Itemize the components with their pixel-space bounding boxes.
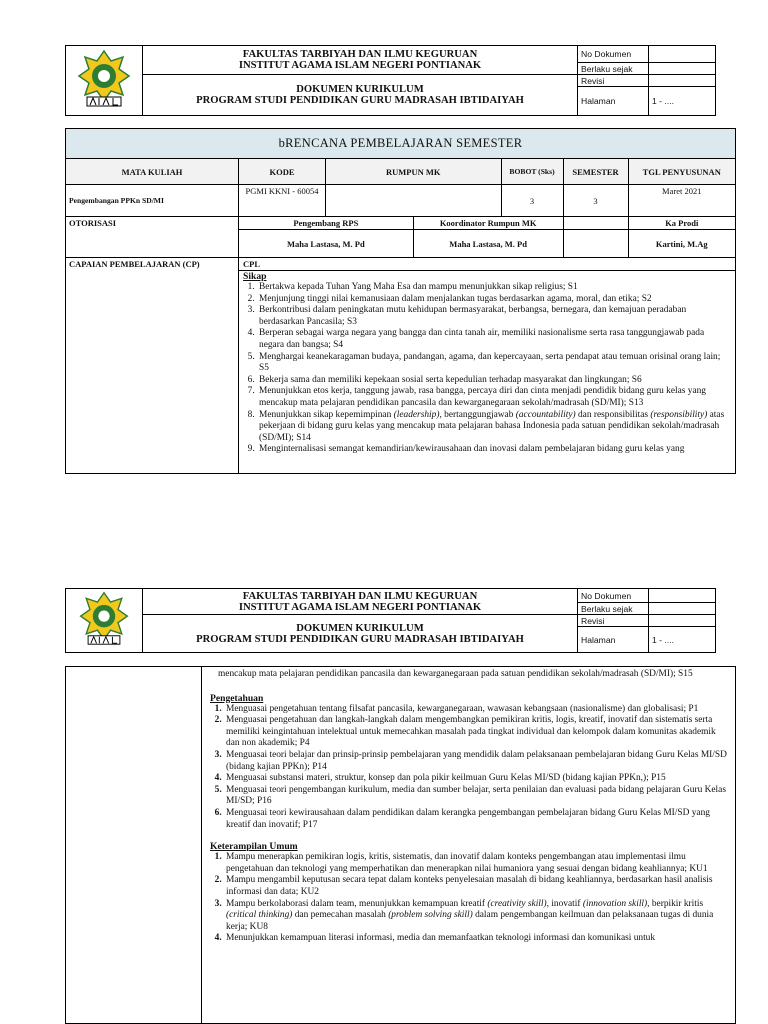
halaman-label: Halaman	[578, 627, 649, 653]
rumpun-value	[326, 185, 502, 217]
sikap-item: 7. Menunjukkan etos kerja, tanggung jawab, rasa bangga, percaya diri dan cinta menjadi pendidik bidang guru kelas yang mencakup mata pelajaran pendidikan pancasila dan kewarganegaraan sekolah/madrasah (SD/MI); S13	[257, 386, 731, 409]
sikap-continuation: mencakup mata pelajaran pendidikan pancasila dan kewarganegaraan pada satuan pendidikan sekolah/madrasah (SD/MI); S15	[218, 669, 693, 679]
pengetahuan-item: 5. Menguasai teori pengembangan kurikulum, media dan sumber belajar, serta penilaian dan evaluasi pada bidang pelajaran Guru Kelas MI/SD; P16	[224, 785, 729, 808]
sikap-item: 6. Bekerja sama dan memiliki kepekaan sosial serta kepedulian terhadap masyarakat dan lingkungan; S6	[257, 375, 731, 387]
text: dan responsibilitas	[575, 409, 651, 420]
ku-item	[224, 899, 729, 934]
document-header	[65, 45, 716, 116]
sikap-item	[257, 410, 731, 445]
sikap-item: 9. Menginternalisasi semangat kemandirian/kewirausahaan dan inovasi dalam pembelajaran bidang guru kelas yang	[257, 444, 731, 456]
kode-value: PGMI KKNI - 60054	[239, 185, 326, 217]
cpl-label: CPL	[239, 258, 735, 271]
berlaku-sejak-label: Berlaku sejak	[578, 603, 649, 615]
faculty-name: FAKULTAS TARBIYAH DAN ILMU KEGURUAN	[242, 49, 478, 60]
text: (creativity skill)	[487, 898, 547, 909]
pengetahuan-item: 4. Menguasai substansi materi, struktur, konsep dan pola pikir keilmuan Guru Kelas MI/SD (bidang kajian PPKn,); P15	[224, 773, 729, 785]
rps-table-continued	[65, 666, 736, 1024]
sikap-section	[239, 271, 735, 473]
semester-value: 3	[563, 185, 628, 217]
text: (critical thinking)	[226, 910, 293, 921]
berlaku-sejak-value	[649, 63, 716, 75]
halaman-value: 1 - ....	[649, 627, 716, 653]
text: (responsibility)	[650, 409, 708, 420]
kaprodi-label: Ka Prodi	[628, 217, 735, 230]
berlaku-sejak-value	[649, 603, 716, 615]
no-dokumen-value	[649, 589, 716, 603]
koordinator-label: Koordinator Rumpun MK	[413, 217, 563, 230]
text: Menunjukkan sikap kepemimpinan	[259, 409, 394, 420]
faculty-name: FAKULTAS TARBIYAH DAN ILMU KEGURUAN	[242, 590, 478, 602]
iain-logo-icon	[75, 589, 133, 647]
dokumen-kurikulum-label: DOKUMEN KURIKULUM	[296, 622, 424, 634]
no-dokumen-label: No Dokumen	[578, 46, 649, 63]
document-title	[143, 75, 578, 116]
text: bertanggungjawab	[441, 409, 516, 420]
mata-kuliah-value: Pengembangan PPKn SD/MI	[66, 185, 239, 217]
bobot-value: 3	[501, 185, 563, 217]
revisi-value	[649, 75, 716, 87]
faculty-title	[143, 46, 578, 75]
col-semester: SEMESTER	[563, 159, 628, 185]
institute-name: INSTITUT AGAMA ISLAM NEGERI PONTIANAK	[238, 601, 482, 613]
col-rumpun-mk: RUMPUN MK	[326, 159, 502, 185]
document-title	[143, 615, 578, 653]
text: , berpikir kritis	[647, 898, 704, 909]
cp-label-spacer	[66, 667, 202, 1024]
ku-item: 1. Mampu menerapkan pemikiran logis, kritis, sistematis, dan inovatif dalam konteks pengembangan atau implementasi ilmu pengetahuan dan teknologi yang memperhatikan dan menerapkan nilai humaniora yang sesuai dengan bidang keahliannya; KU1	[224, 852, 729, 875]
faculty-title	[143, 589, 578, 615]
sikap-item: 4. Berperan sebagai warga negara yang bangga dan cinta tanah air, memiliki nasionalisme serta rasa tanggungjawab pada negara dan bangsa; S4	[257, 328, 731, 351]
text: (accountability)	[515, 409, 576, 420]
signature-blank	[563, 230, 628, 258]
institution-logo	[66, 46, 143, 116]
institution-logo	[66, 589, 143, 653]
cp-label: CAPAIAN PEMBELAJARAN (CP)	[66, 258, 239, 474]
sikap-item: 1. Bertakwa kepada Tuhan Yang Maha Esa dan mampu menunjukkan sikap religius; S1	[257, 282, 731, 294]
revisi-label: Revisi	[578, 615, 649, 627]
ku-item: 2. Mampu mengambil keputusan secara tepat dalam konteks penyelesaian masalah di bidang keahliannya, berdasarkan hasil analisis informasi dan data; KU2	[224, 875, 729, 898]
dokumen-kurikulum-label: DOKUMEN KURIKULUM	[296, 84, 424, 95]
text: atas pekerjaan di bidang guru kelas yang mencakup mata pelajaran bahasa Indonesia pada satuan pendidikan sekolah/madrasah (SD/MI); S14	[259, 409, 725, 443]
pengembang-label: Pengembang RPS	[239, 217, 414, 230]
keterampilan-umum-heading: Keterampilan Umum	[210, 841, 298, 853]
otorisasi-spacer	[563, 217, 628, 230]
program-studi-label: PROGRAM STUDI PENDIDIKAN GURU MADRASAH IBTIDAIYAH	[196, 633, 524, 645]
text: , inovatif	[546, 898, 583, 909]
pengetahuan-heading: Pengetahuan	[210, 692, 264, 704]
no-dokumen-value	[649, 46, 716, 63]
keterampilan-umum-list	[210, 852, 729, 945]
koordinator-name: Maha Lastasa, M. Pd	[413, 230, 563, 258]
text: (innovation skill)	[582, 898, 648, 909]
revisi-label: Revisi	[578, 75, 649, 87]
text: dan pemecahan masalah	[292, 910, 389, 921]
kaprodi-name: Kartini, M.Ag	[628, 230, 735, 258]
text: (leadership),	[393, 409, 442, 420]
tgl-value: Maret 2021	[628, 185, 735, 217]
rps-table	[65, 128, 736, 474]
pengetahuan-item: 2. Menguasai pengetahuan dan langkah-langkah dalam mengembangkan pemikiran kritis, logis, kreatif, inovatif dan sistematis serta memiliki keingintahuan intelektual untuk memecahkan masalah pada tingkat individual dan kelompok dalam komunitas akademik dan non akademik; P4	[224, 715, 729, 750]
sikap-list	[243, 282, 731, 456]
sikap-item: 3. Berkontribusi dalam peningkatan mutu kehidupan bermasyarakat, berbangsa, bernegara, dan kemajuan peradaban berdasarkan Pancasila; S3	[257, 305, 731, 328]
pengetahuan-item: 1. Menguasai pengetahuan tentang filsafat pancasila, kewarganegaraan, wawasan kebangsaan (nasionalisme) dan globalisasi; P1	[224, 704, 729, 716]
cpl-continued-cell	[202, 667, 736, 1024]
sikap-item: 2. Menjunjung tinggi nilai kemanusiaan dalam menjalankan tugas berdasarkan agama, moral, dan etika; S2	[257, 294, 731, 306]
otorisasi-label: OTORISASI	[66, 217, 239, 258]
revisi-value	[649, 615, 716, 627]
ku-item: 4. Menunjukkan kemampuan literasi informasi, media dan memanfaatkan teknologi informasi dan komunikasi untuk	[224, 933, 729, 945]
no-dokumen-label: No Dokumen	[578, 589, 649, 603]
halaman-label: Halaman	[578, 87, 649, 116]
program-studi-label: PROGRAM STUDI PENDIDIKAN GURU MADRASAH IBTIDAIYAH	[196, 95, 524, 106]
iain-logo-icon	[75, 47, 133, 109]
pengetahuan-item: 6. Menguasai teori kewirausahaan dalam pendidikan dalam kerangka pengembangan pembelajaran bidang Guru Kelas MI/SD yang kreatif dan inovatif; P17	[224, 808, 729, 831]
rps-title: bRENCANA PEMBELAJARAN SEMESTER	[66, 129, 736, 159]
text: (problem solving skill)	[388, 910, 473, 921]
institute-name: INSTITUT AGAMA ISLAM NEGERI PONTIANAK	[238, 60, 482, 71]
pengetahuan-list	[210, 704, 729, 832]
col-mata-kuliah: MATA KULIAH	[66, 159, 239, 185]
berlaku-sejak-label: Berlaku sejak	[578, 63, 649, 75]
pengetahuan-item: 3. Menguasai teori belajar dan prinsip-prinsip pembelajaran yang mendidik dalam pelaksanaan pembelajaran bidang Guru Kelas MI/SD (bidang kajian PPKn); P14	[224, 750, 729, 773]
pengembang-name: Maha Lastasa, M. Pd	[239, 230, 414, 258]
cpl-cell	[239, 258, 736, 474]
col-tgl-penyusunan: TGL PENYUSUNAN	[628, 159, 735, 185]
sikap-item: 5. Menghargai keanekaragaman budaya, pandangan, agama, dan kepercayaan, serta pendapat atau temuan orisinal orang lain; S5	[257, 352, 731, 375]
col-bobot: BOBOT (Sks)	[501, 159, 563, 185]
text: Mampu berkolaborasi dalam team, menunjukkan kemampuan kreatif	[226, 898, 488, 909]
halaman-value: 1 - ....	[649, 87, 716, 116]
sikap-heading: Sikap	[243, 271, 267, 282]
document-header-page2	[65, 588, 716, 653]
text: dalam pengembangan keilmuan dan pelaksanaan tugas di dunia kerja; KU8	[226, 910, 714, 932]
col-kode: KODE	[239, 159, 326, 185]
